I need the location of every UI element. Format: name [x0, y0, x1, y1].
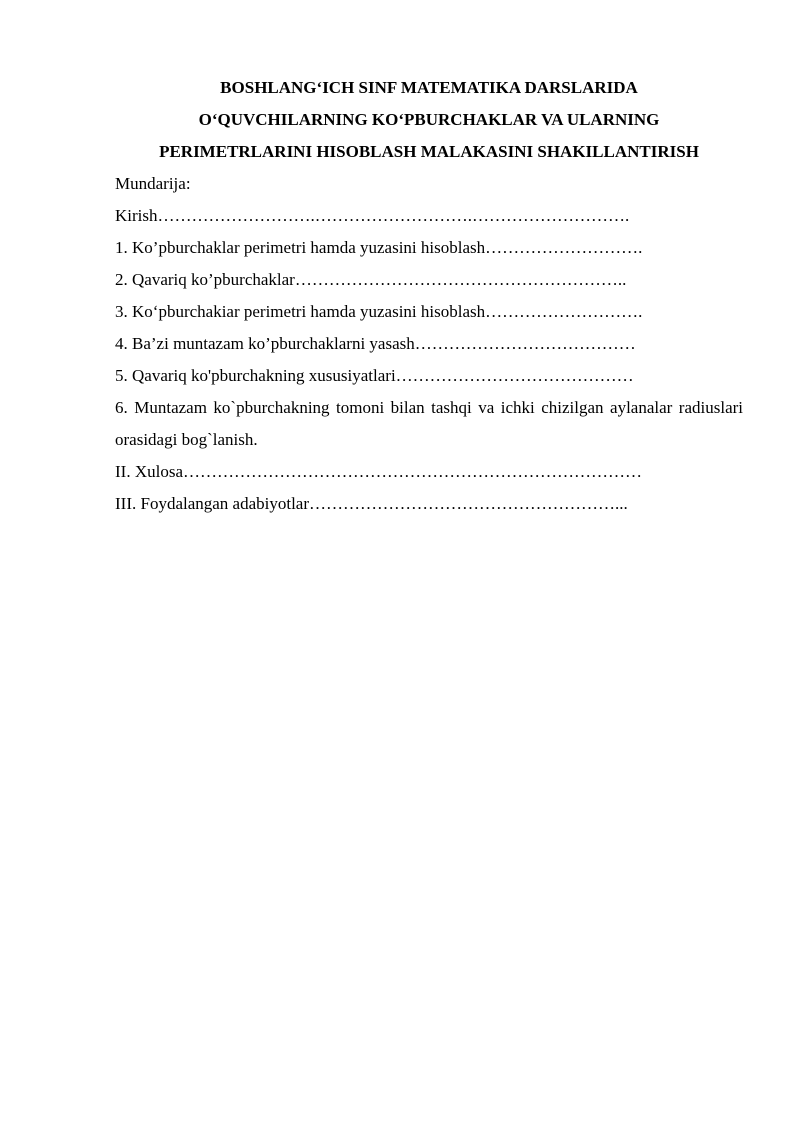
title-line-3: PERIMETRLARINI HISOBLASH MALAKASINI SHAKILLANTIRISH	[159, 142, 699, 161]
document-content	[115, 72, 743, 520]
contents-heading: Mundarija:	[115, 174, 191, 193]
toc-item-4: 4. Ba’zi muntazam ko’pburchaklarni yasash…………………………………	[115, 334, 636, 353]
toc-item-conclusion: II. Xulosa………………………………………………………………………	[115, 462, 642, 481]
toc-item-5: 5. Qavariq ko'pburchakning xususiyatlari……………………………………	[115, 366, 634, 385]
toc-item-2: 2. Qavariq ko’pburchaklar…………………………………………………..	[115, 270, 627, 289]
title-line-1: BOSHLANG‘ICH SINF MATEMATIKA DARSLARIDA	[220, 78, 638, 97]
toc-item-references: III. Foydalangan adabiyotlar………………………………………………...	[115, 494, 628, 513]
table-of-contents	[115, 200, 743, 520]
document-title	[103, 72, 755, 168]
title-line-2: O‘QUVCHILARNING KO‘PBURCHAKLAR VA ULARNING	[198, 110, 660, 129]
toc-item-introduction: Kirish……………………….……………………….……………………….	[115, 206, 630, 225]
toc-item-3: 3. Ko‘pburchakiar perimetri hamda yuzasini hisoblash……………………….	[115, 302, 643, 321]
toc-item-6: 6. Muntazam ko`pburchakning tomoni bilan tashqi va ichki chizilgan aylanalar radiuslari orasidagi bog`lanish.	[115, 398, 743, 449]
toc-item-1: 1. Ko’pburchaklar perimetri hamda yuzasini hisoblash……………………….	[115, 238, 643, 257]
